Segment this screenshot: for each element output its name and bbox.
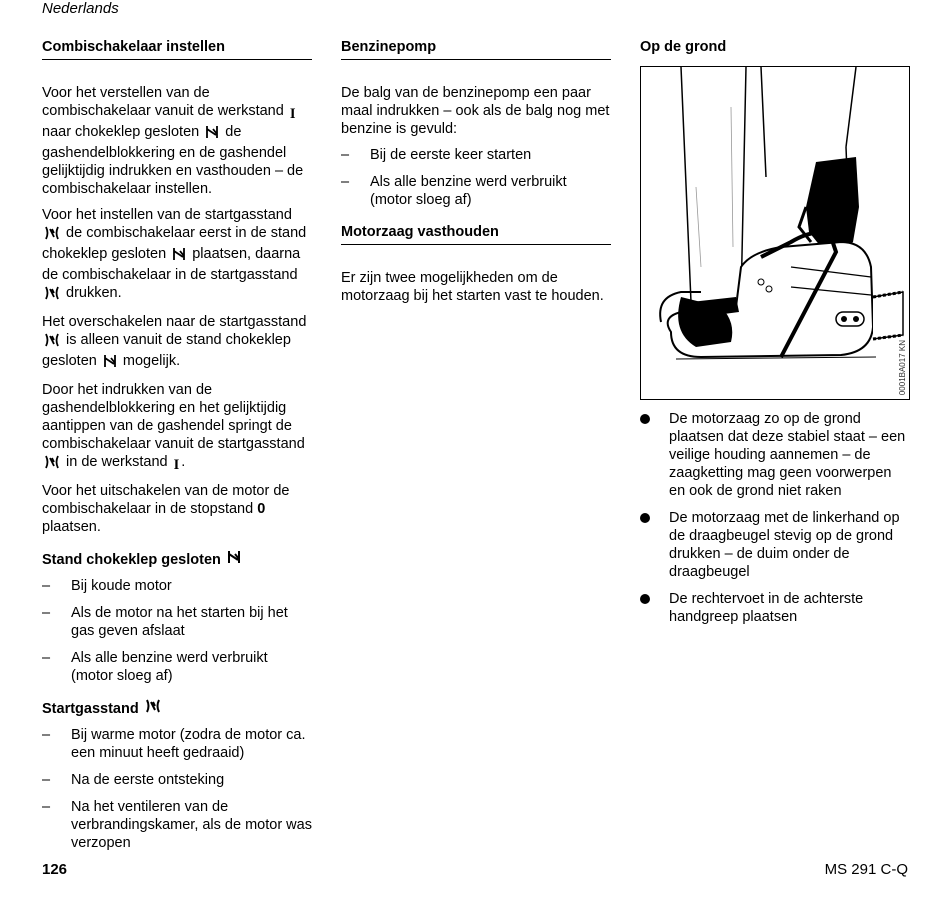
heading-start-throttle bbox=[42, 699, 312, 718]
list-start-throttle bbox=[42, 726, 312, 852]
dash: – bbox=[341, 147, 350, 163]
dash: – bbox=[42, 605, 51, 621]
text: naar chokeklep gesloten bbox=[42, 124, 200, 140]
heading-op-de-grond: Op de grond bbox=[640, 39, 727, 55]
dash: – bbox=[341, 174, 350, 190]
text: . bbox=[181, 454, 186, 470]
text: Startgasstand bbox=[42, 700, 139, 717]
paragraph-3 bbox=[42, 313, 312, 373]
text: Voor het instellen van de startgasstand bbox=[42, 207, 292, 223]
paragraph-2 bbox=[42, 206, 312, 305]
text: Als de motor na het starten bij het gas geven afslaat bbox=[71, 605, 288, 639]
bullet-icon bbox=[640, 594, 650, 604]
language-label: Nederlands bbox=[42, 0, 119, 17]
text: plaatsen, daarna de combischakelaar in de startgasstand bbox=[42, 246, 301, 283]
heading-benzinepomp: Benzinepomp bbox=[341, 38, 611, 60]
list-item bbox=[341, 173, 611, 209]
list-item bbox=[42, 726, 312, 762]
dash: – bbox=[42, 578, 51, 594]
text: Voor het uitschakelen van de motor de combischakelaar in de stopstand bbox=[42, 483, 290, 517]
figure-code: 0001BA017 KN bbox=[898, 339, 907, 395]
work-position-icon: I bbox=[289, 106, 296, 122]
text: de gashendelblokkering en de gashendel gelijktijdig indrukken en vasthouden – de combischakelaar instellen. bbox=[42, 124, 304, 197]
text: Het overschakelen naar de startgasstand bbox=[42, 314, 307, 330]
model-name: MS 291 C-Q bbox=[824, 861, 908, 878]
bullet-icon bbox=[640, 513, 650, 523]
text: Na de eerste ontsteking bbox=[71, 772, 225, 788]
text: De motorzaag zo op de grond plaatsen dat deze stabiel staat – een veilige houding aannemen – de zaagketting mag geen voorwerpen en ook de grond niet raken bbox=[669, 411, 906, 499]
list-item bbox=[42, 577, 312, 595]
dash: – bbox=[42, 772, 51, 788]
paragraph-1 bbox=[42, 84, 312, 198]
text: Als alle benzine werd verbruikt (motor sloeg af) bbox=[370, 174, 567, 208]
heading-combischakelaar: Combischakelaar instellen bbox=[42, 38, 312, 60]
column-op-de-grond bbox=[640, 38, 910, 635]
list-item bbox=[640, 509, 910, 581]
start-throttle-icon bbox=[44, 333, 60, 352]
text: plaatsen. bbox=[42, 519, 101, 535]
choke-closed-icon bbox=[205, 125, 219, 144]
choke-closed-icon bbox=[172, 247, 186, 266]
start-throttle-icon bbox=[44, 286, 60, 305]
text: Na het ventileren van de verbrandingskamer, als de motor was verzopen bbox=[71, 799, 312, 851]
start-throttle-icon bbox=[145, 699, 161, 718]
text: Door het indrukken van de gashendelblokkering en het gelijktijdig aantippen van de gashendel springt de combischakelaar vanuit de startgasstand bbox=[42, 382, 305, 452]
heading-choke-closed bbox=[42, 550, 312, 569]
start-throttle-icon bbox=[44, 455, 60, 474]
list-op-de-grond bbox=[640, 410, 910, 626]
list-item bbox=[42, 649, 312, 685]
chainsaw-drawing bbox=[641, 67, 909, 399]
text: De rechtervoet in de achterste handgreep plaatsen bbox=[669, 591, 864, 625]
column-benzinepomp bbox=[341, 38, 611, 313]
text: mogelijk. bbox=[122, 353, 181, 369]
text: De motorzaag met de linkerhand op de draagbeugel stevig op de grond drukken – de duim onder de draagbeugel bbox=[669, 510, 900, 580]
text: drukken. bbox=[66, 285, 122, 301]
list-item bbox=[341, 146, 611, 164]
page-number: 126 bbox=[42, 861, 68, 878]
choke-closed-icon bbox=[227, 550, 241, 569]
paragraph-motorzaag: Er zijn twee mogelijkheden om de motorzaag bij het starten vast te houden. bbox=[341, 270, 604, 304]
text: Als alle benzine werd verbruikt (motor sloeg af) bbox=[71, 650, 268, 684]
choke-closed-icon bbox=[103, 354, 117, 373]
list-item bbox=[640, 410, 910, 500]
dash: – bbox=[42, 727, 51, 743]
stop-position-label: 0 bbox=[257, 501, 266, 517]
list-item bbox=[42, 604, 312, 640]
list-item bbox=[640, 590, 910, 626]
dash: – bbox=[42, 650, 51, 666]
column-combischakelaar bbox=[42, 38, 312, 861]
work-position-icon: I bbox=[173, 457, 180, 473]
paragraph-benzinepomp: De balg van de benzinepomp een paar maal indrukken – ook als de balg nog met benzine is gevuld: bbox=[341, 85, 610, 137]
chainsaw-illustration bbox=[640, 66, 910, 400]
text: in de werkstand bbox=[66, 454, 168, 470]
text: Voor het verstellen van de combischakelaar vanuit de werkstand bbox=[42, 85, 284, 119]
bullet-icon bbox=[640, 414, 650, 424]
list-benzinepomp bbox=[341, 146, 611, 209]
text: Bij de eerste keer starten bbox=[370, 147, 532, 163]
text: de combischakelaar eerst in de stand chokeklep gesloten bbox=[42, 225, 307, 262]
text: Bij koude motor bbox=[71, 578, 172, 594]
list-choke-closed bbox=[42, 577, 312, 685]
list-item bbox=[42, 771, 312, 789]
list-item bbox=[42, 798, 312, 852]
heading-motorzaag-vasthouden: Motorzaag vasthouden bbox=[341, 223, 611, 245]
dash: – bbox=[42, 799, 51, 815]
text: is alleen vanuit de stand chokeklep gesloten bbox=[42, 332, 291, 369]
paragraph-5 bbox=[42, 482, 312, 536]
text: Stand chokeklep gesloten bbox=[42, 551, 221, 568]
start-throttle-icon bbox=[44, 226, 60, 245]
paragraph-4 bbox=[42, 381, 312, 474]
text: Bij warme motor (zodra de motor ca. een minuut heeft gedraaid) bbox=[71, 727, 306, 761]
